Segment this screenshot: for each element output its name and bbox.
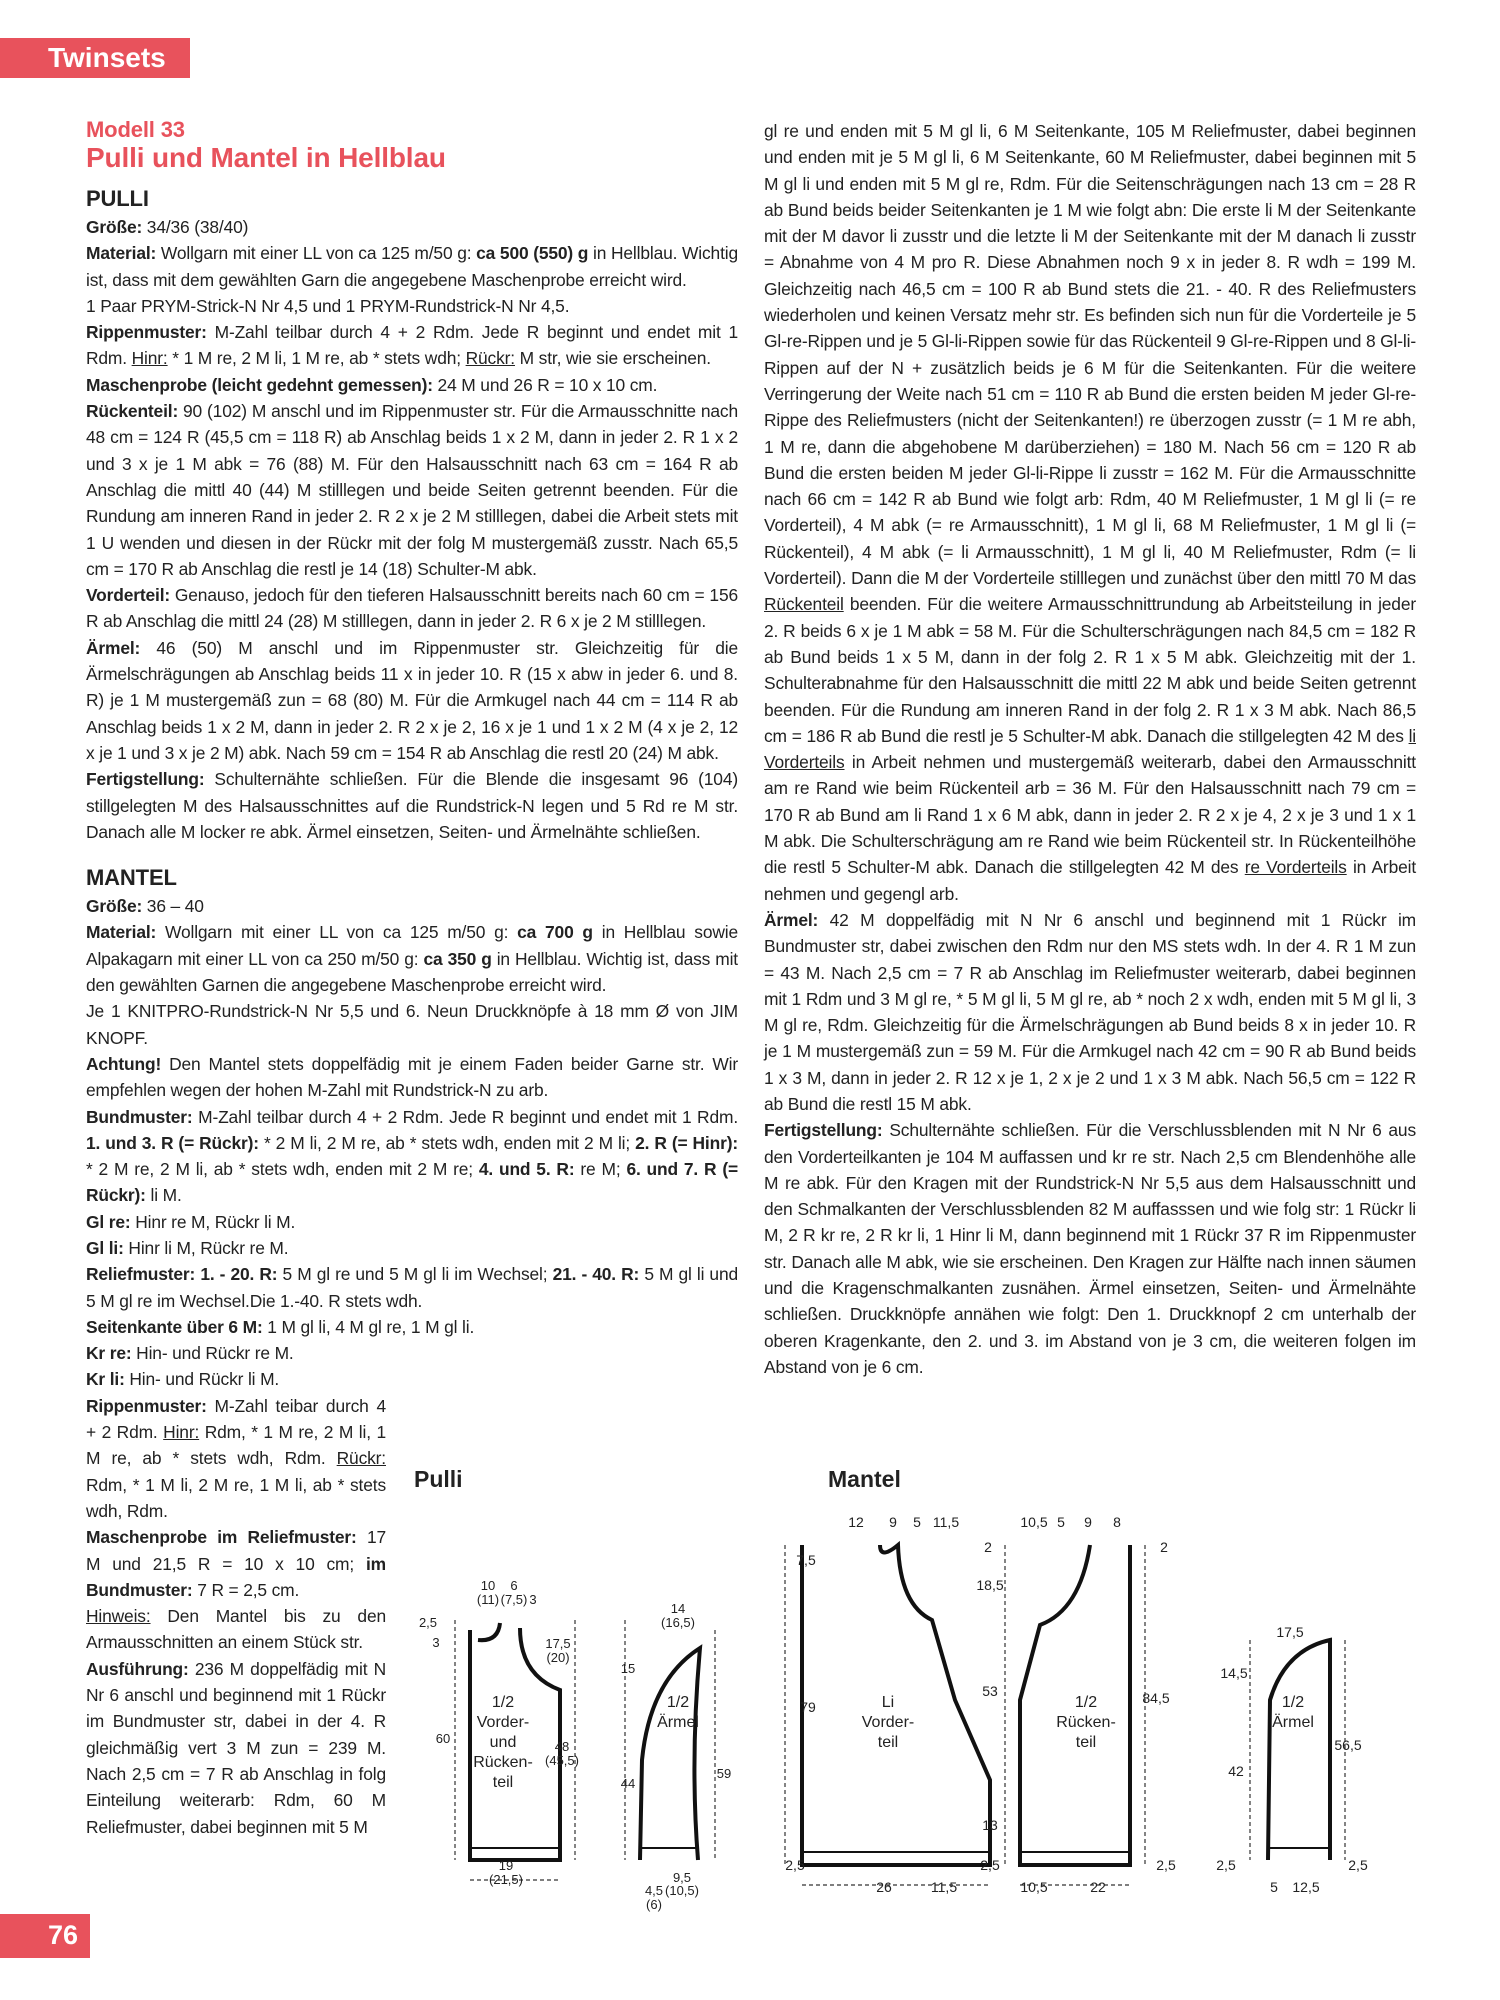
- pulli-diagram-title: Pulli: [414, 1466, 463, 1492]
- mantel-gl-re: Gl re: Hinr re M, Rückr li M.: [86, 1211, 296, 1232]
- dim: 14,5: [1220, 1665, 1248, 1681]
- mantel-size: Größe: 36 – 40: [86, 896, 204, 917]
- pulli-heading: PULLI: [86, 186, 149, 211]
- dim: 10,5: [1020, 1514, 1048, 1530]
- mantel-edge: Seitenkante über 6 M: 1 M gl li, 4 M gl re, 1 M gl li.: [86, 1316, 475, 1337]
- pulli-finishing: Fertigstellung: Schulternähte schließen. Für die Blende die insgesamt 96 (104) stillgelegten M des Halsausschnittes auf die Rundstrick-N legen und 5 Rd re M str. Danach alle M locker re abk. Ärmel einsetzen, Seiten- und Ärmelnähte schließen.: [86, 769, 738, 842]
- mantel-front-outline: [802, 1545, 990, 1865]
- dim: 11,5: [930, 1879, 958, 1895]
- mantel-hint: Hinweis: Den Mantel bis zu den Armausschnitten an einem Stück str.: [86, 1606, 386, 1653]
- dim: 11,5: [932, 1514, 960, 1530]
- dim: 84,5: [1142, 1690, 1170, 1706]
- dim: 10,5: [1020, 1879, 1048, 1895]
- pulli-material: Material: Wollgarn mit einer LL von ca 125 m/50 g: ca 500 (550) g in Hellblau. Wichtig ist, dass mit dem gewählten Garn die angegebene Maschenprobe erreicht wird.: [86, 243, 738, 290]
- dim: 19: [498, 1858, 514, 1873]
- dim: 9,5: [672, 1870, 692, 1885]
- dim: 15: [620, 1661, 636, 1676]
- mantel-gauge: Maschenprobe im Reliefmuster: 17 M und 21,5 R = 10 x 10 cm; im Bundmuster: 7 R = 2,5 cm.: [86, 1527, 386, 1600]
- dim: 2,5: [785, 1857, 805, 1873]
- mantel-sleeve-label-2: Ärmel: [1272, 1714, 1314, 1731]
- dim: 59: [716, 1766, 732, 1781]
- dim: 9: [1084, 1514, 1092, 1530]
- pulli-body-label-4: Rücken-: [473, 1754, 533, 1771]
- dim: (6): [646, 1897, 662, 1912]
- page-number: 76: [48, 1920, 79, 1950]
- dim: 14: [670, 1601, 686, 1616]
- mantel-relief: Reliefmuster: 1. - 20. R: 5 M gl re und 5 M gl li im Wechsel; 21. - 40. R: 5 M gl li und 5 M gl re im Wechsel.Die 1.-40. R stets wdh.: [86, 1264, 738, 1311]
- mantel-needles: Je 1 KNITPRO-Rundstrick-N Nr 5,5 und 6. Neun Druckknöpfe à 18 mm Ø von JIM KNOPF.: [86, 1001, 738, 1048]
- dim: (10,5): [665, 1883, 699, 1898]
- dim: 7,5: [796, 1552, 816, 1568]
- pulli-gauge: Maschenprobe (leicht gedehnt gemessen): 24 M und 26 R = 10 x 10 cm.: [86, 374, 658, 395]
- mantel-heading: MANTEL: [86, 865, 177, 891]
- mantel-diagram-title: Mantel: [828, 1466, 901, 1492]
- pulli-size: Größe: 34/36 (38/40): [86, 217, 249, 237]
- pulli-back: Rückenteil: 90 (102) M anschl und im Rippenmuster str. Für die Armausschnitte nach 48 cm = 124 R (45,5 cm = 118 R) ab Anschlag beids 1 x 2 M, dann in jeder 2. R 1 x 2 und 3 x je 1 M abk = 76 (88) M. Für den Halsausschnitt nach 63 cm = 164 R ab Anschlag die mittl 40 (44) M stilllegen und beide Seiten getrennt beenden. Für die Rundung am inneren Rand in jeder 2. R 2 x je 2 M stilllegen, dabei die Arbeit stets mit 1 U wenden und diesen in der Rückr mit der folg M mustergemäß zusstr. Nach 65,5 cm = 170 R ab Anschlag die restl je 14 (18) Schulter-M abk.: [86, 401, 738, 579]
- pulli-sleeve-label-2: Ärmel: [657, 1714, 699, 1731]
- dim: 5: [913, 1514, 921, 1530]
- dim: (16,5): [661, 1615, 695, 1630]
- dim: 2: [984, 1539, 992, 1555]
- dim: 17,5: [545, 1636, 571, 1651]
- mantel-kr-li: Kr li: Hin- und Rückr li M.: [86, 1369, 280, 1390]
- mantel-execution: Ausführung: 236 M doppelfädig mit N Nr 6 anschl und beginnend mit 1 Rückr im Bundmuster str, dabei in der 4. R gleichmäßig vert 3 M zun = 239 M. Nach 2,5 cm = 7 R ab Anschlag in folg Einteilung weiterarb: Rdm, 60 M Reliefmuster, dabei beginnen mit 5 M: [86, 1658, 386, 1837]
- dim: 4,5: [644, 1883, 664, 1898]
- dim: 60: [435, 1731, 451, 1746]
- dim: 6: [510, 1578, 518, 1593]
- dim: 5: [1270, 1879, 1278, 1895]
- dim: 18,5: [976, 1577, 1004, 1593]
- pulli-body-label-5: teil: [492, 1774, 514, 1791]
- dim: (11): [476, 1592, 500, 1607]
- dim: (7,5): [500, 1592, 528, 1607]
- mantel-front-label-2: Vorder-: [861, 1714, 915, 1731]
- model-title: Pulli und Mantel in Hellblau: [86, 142, 446, 173]
- dim: (20): [546, 1650, 570, 1665]
- dim: (21,5): [489, 1872, 523, 1887]
- mantel-back-label-1: 1/2: [1074, 1694, 1098, 1711]
- mantel-gl-li: Gl li: Hinr li M, Rückr re M.: [86, 1237, 289, 1258]
- pulli-sleeve: Ärmel: 46 (50) M anschl und im Rippenmuster str. Gleichzeitig für die Ärmelschrägungen ab Anschlag beids 11 x in jeder 10. R (15 x abw in jeder 6. und 8. R) je 1 M mustergemäß zun = 68 (80) M. Für die Armkugel nach 44 cm = 114 R ab Anschlag beids 1 x 2 M, dann in jeder 2. R 2 x je 2, 16 x je 1 und 1 x 2 M (4 x je 2, 12 x je 1 und 3 x je 2 M) abk. Nach 59 cm = 154 R ab Anschlag die restl 20 (24) M abk.: [86, 637, 738, 763]
- mantel-kr-re: Kr re: Hin- und Rückr re M.: [86, 1343, 294, 1364]
- pulli-sleeve-outline: [640, 1648, 700, 1860]
- dim: 17,5: [1276, 1624, 1304, 1640]
- dim: 2: [1160, 1539, 1168, 1555]
- dim: (45,5): [545, 1753, 579, 1768]
- pulli-body-label-1: 1/2: [491, 1694, 515, 1711]
- dim: 13: [982, 1817, 998, 1833]
- dim: 3: [529, 1592, 537, 1607]
- section-tag-label: Twinsets: [48, 42, 166, 73]
- dim: 3: [432, 1635, 440, 1650]
- dim: 22: [1090, 1879, 1106, 1895]
- mantel-back-label-3: teil: [1075, 1734, 1097, 1751]
- pulli-needles: 1 Paar PRYM-Strick-N Nr 4,5 und 1 PRYM-Rundstrick-N Nr 4,5.: [86, 295, 570, 316]
- mantel-rib-pattern: Rippenmuster: M-Zahl teibar durch 4 + 2 Rdm. Hinr: Rdm, * 1 M re, 2 M li, 1 M re, ab * stets wdh, Rdm. Rückr: Rdm, * 1 M li, 2 M re, 1 M li, ab * stets wdh, Rdm.: [86, 1395, 386, 1521]
- dim: 12: [848, 1514, 864, 1530]
- dim: 44: [620, 1776, 636, 1791]
- dim: 5: [1057, 1514, 1065, 1530]
- dim: 2,5: [1348, 1857, 1368, 1873]
- dim: 2,5: [1216, 1857, 1236, 1873]
- dim: 42: [1228, 1763, 1244, 1779]
- dim: 12,5: [1292, 1879, 1320, 1895]
- dim: 2,5: [1156, 1857, 1176, 1873]
- mantel-sleeve-label-1: 1/2: [1281, 1694, 1305, 1711]
- dim: 26: [876, 1879, 892, 1895]
- pulli-rib-pattern: Rippenmuster: M-Zahl teilbar durch 4 + 2 Rdm. Jede R beginnt und endet mit 1 Rdm. Hinr: * 1 M re, 2 M li, 1 M re, ab * stets wdh; Rückr: M str, wie sie erscheinen.: [86, 322, 738, 369]
- pulli-body-label-3: und: [489, 1734, 517, 1751]
- dim: 79: [800, 1699, 816, 1715]
- dim: 2,5: [418, 1615, 438, 1630]
- pulli-body-label-2: Vorder-: [476, 1714, 530, 1731]
- mantel-attention: Achtung! Den Mantel stets doppelfädig mit je einem Faden beider Garne str. Wir empfehlen wegen der hohen M-Zahl mit Rundstrick-N zu arb.: [86, 1053, 738, 1101]
- pulli-front: Vorderteil: Genauso, jedoch für den tieferen Halsausschnitt bereits nach 60 cm = 156 R ab Anschlag die mittl 24 (28) M stilllegen, dann in jeder 2. R 6 x je 2 M stilllegen.: [86, 585, 738, 632]
- dim: 9: [889, 1514, 897, 1530]
- mantel-finishing: Fertigstellung: Schulternähte schließen. Für die Verschlussblenden mit N Nr 6 aus den Vorderteilkanten je 104 M auffassen und kr re str. Nach 2,5 cm Blendenhöhe alle M re abk. Für den Kragen mit der Rundstrick-N Nr 5,5 aus dem Halsausschnitt und den Schmalkanten der Verschlussblenden 82 M auffasssen und wie folg str: 1 Rückr li M, 2 R kr re, 2 R kr li, 1 Hinr li M, dann beginnend mit 1 Rückr 37 R im Rippenmuster str. Danach alle M abk, wie sie erscheinen. Den Kragen zur Hälfte nach innen säumen und die Kragenschmalkanten zusnähen. Ärmel einsetzen, Seiten- und Ärmelnähte schließen. Druckknöpfe annähen wie folgt: Den 1. Druckknopf 2 cm unterhalb der oberen Kragenkante, den 2. und 3. im Abstand von je 3 cm, die weiteren folgen im Abstand von je 6 cm.: [764, 1120, 1416, 1377]
- mantel-sleeve: Ärmel: 42 M doppelfädig mit N Nr 6 anschl und beginnend mit 1 Rückr im Bundmuster str, dabei zwischen den Rdm nur den MS stets wdh. In der 4. R 1 M zun = 43 M. Nach 2,5 cm = 7 R ab Anschlag im Reliefmuster weiterarb, dabei beginnen mit 1 Rdm und 3 M gl re, * 5 M gl li, 5 M gl re, ab * noch 2 x wdh, enden mit 5 M gl li, 3 M gl re, Rdm. Gleichzeitig für die Ärmelschrägungen ab Bund beids 8 x in jeder 10. R je 1 M mustergemäß zun = 59 M. Für die Armkugel nach 42 cm = 90 R ab Bund beids 1 x 3 M, dann in jeder 2. R 12 x je 1, 2 x je 2 und 1 x 3 M abk. Nach 56,5 cm = 122 R ab Bund die restl 15 M abk.: [764, 909, 1416, 1114]
- dim: 8: [1113, 1514, 1121, 1530]
- dim: 10: [480, 1578, 496, 1593]
- mantel-front-label-1: Li: [881, 1694, 895, 1711]
- mantel-band-pattern: Bundmuster: M-Zahl teilbar durch 4 + 2 Rdm. Jede R beginnt und endet mit 1 Rdm. 1. und 3. R (= Rückr): * 2 M li, 2 M re, ab * stets wdh, enden mit 2 M li; 2. R (= Hinr): * 2 M re, 2 M li, ab * stets wdh, enden mit 2 M re; 4. und 5. R: re M; 6. und 7. R (= Rückr): li M.: [86, 1106, 739, 1206]
- dim: 48: [554, 1739, 570, 1754]
- mantel-back-label-2: Rücken-: [1056, 1714, 1116, 1731]
- model-label: Modell 33: [86, 117, 185, 142]
- mantel-continued: gl re und enden mit 5 M gl li, 6 M Seitenkante, 105 M Reliefmuster, dabei beginnen und enden mit je 5 M gl li, 6 M Seitenkante, 60 M Reliefmuster, dabei beginnen mit 5 M gl li und enden mit 5 M gl re, Rdm. Für die Seitenschrägungen nach 13 cm = 28 R ab Bund beids beider Seitenkanten je 1 M wie folgt abn: Die erste li M der Seitenkante mit der M davor li zusstr und die letzte li M der Seitenkante mit der M danach li zusstr = Abnahme von 4 M pro R. Diese Abnahmen noch 9 x in jeder 8. R wdh = 199 M. Gleichzeitig nach 46,5 cm = 100 R ab Bund stets die 21. - 40. R des Reliefmusters wiederholen und keinen Versatz mehr str. Es befinden sich nun für die Vorderteile je 5 Gl-re-Rippen und je 5 Gl-li-Rippen sowie für das Rückenteil 9 Gl-re-Rippen und 8 Gl-li-Rippen auf der N + zusätzlich beids je 6 M für die Seitenkanten. Für die weitere Verringerung der Weite nach 51 cm = 110 R ab Bund die ersten beiden M jeder Gl-re-Rippe des Reliefmusters (nicht der Seitenkanten!) re überzogen zusstr (= 1 M re abh, 1 M re, dann die abgehobene M darüberziehen) = 180 M. Nach 56 cm = 120 R ab Bund die ersten beiden M jeder Gl-li-Rippe li zusstr = 162 M. Für die Armausschnitte nach 66 cm = 142 R ab Bund wie folgt arb: Rdm, 40 M Reliefmuster, 1 M gl li (= re Vorderteil), 4 M abk (= re Armausschnitt), 1 M gl li, 68 M Reliefmuster, 1 M gl li (= Rückenteil), 4 M abk (= li Armausschnitt), 1 M gl li, 40 M Reliefmuster, Rdm (= li Vorderteil). Dann die M der Vorderteile stilllegen und zunächst über den mittl 70 M das Rückenteil beenden. Für die weitere Armausschnittrundung ab Arbeitsteilung in jeder 2. R beids 6 x je 1 M abk = 58 M. Für die Schulterschrägungen nach 84,5 cm = 182 R ab Bund beids 1 x 5 M, dann in der folg 2. R 1 x 5 M abk. Gleichzeitig mit der 1. Schulterabnahme für den Halsausschnitt die mittl 22 M abk und beide Seiten getrennt beenden. Für die Rundung am inneren Rand in der folg 2. R 1 x 3 M abk. Nach 86,5 cm = 186 R ab Bund die restl je 5 Schulter-M abk. Danach die stillgelegten 42 M des li Vorderteils in Arbeit nehmen und mustergemäß weiterarb, dabei den Armausschnitt am re Rand wie beim Rückenteil arb = 36 M. Für den Halsausschnitt nach 79 cm = 170 R ab Bund am li Rand 1 x 6 M abk, dann in jeder 2. R 2 x je 4, 2 x je 3 und 1 x 1 M abk. Die Schulterschrägung am re Rand wie beim Rückenteil str. In Rückenteilhöhe die restl 5 Schulter-M abk. Danach die stillgelegten 42 M des re Vorderteils in Arbeit nehmen und gegengl arb.: [764, 121, 1417, 904]
- pulli-sleeve-label-1: 1/2: [666, 1694, 690, 1711]
- dim: 56,5: [1334, 1737, 1362, 1753]
- mantel-front-label-3: teil: [877, 1734, 899, 1751]
- dim: 53: [982, 1683, 998, 1699]
- mantel-sleeve-outline: [1268, 1640, 1330, 1860]
- mantel-material: Material: Wollgarn mit einer LL von ca 125 m/50 g: ca 700 g in Hellblau sowie Alpakagarn mit einer LL von ca 250 m/50 g: ca 350 g in Hellblau. Wichtig ist, dass mit den gewählten Garnen die angegebene Maschenprobe erreicht wird.: [86, 922, 738, 996]
- dim: 2,5: [980, 1857, 1000, 1873]
